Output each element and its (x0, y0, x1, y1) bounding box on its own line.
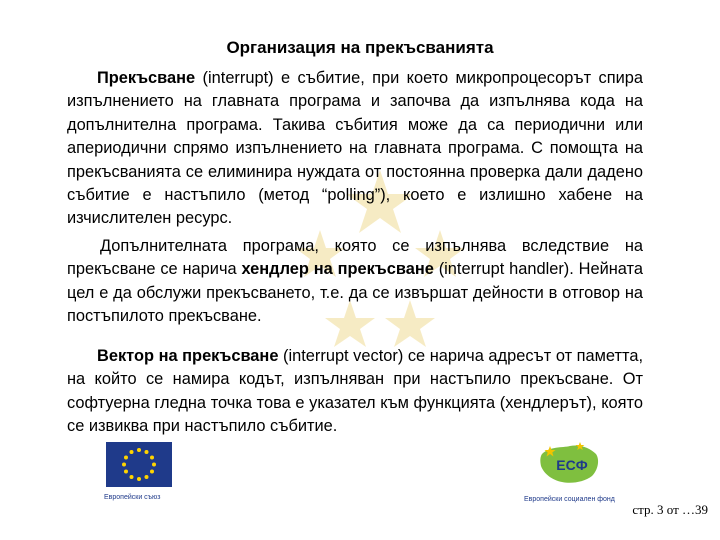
paragraph-interrupt-vector (67, 345, 643, 439)
page-number: стр. 3 от …39 (632, 502, 708, 517)
esf-caption: Европейски социален фонд (524, 496, 615, 503)
page-title: Организация на прекъсванията (226, 38, 494, 57)
term-interrupt: Прекъсване (97, 69, 196, 87)
eu-caption: Европейски съюз (104, 494, 161, 501)
paragraph-vector-text: (interrupt vector) се нарича адресът от паметта, на който се намира кодът, изпълняван при настъпило прекъсване. От софтуерна гледна точка това е указател към функцията (хендлерът), която се извиква при настъпило събитие. (67, 347, 643, 436)
paragraph-handler-text-after: (interrupt handler). Нейната цел е да обслужи прекъсването, т.е. да се извършат дейности в отговор на постъпилото прекъсване. (67, 260, 643, 326)
paragraph-interrupt-text: (interrupt) е събитие, при което микропроцесорът спира изпълнението на главната програма и започва да изпълнява кода на допълнителна програма. Такива събития може да са периодични или апериодични спрямо изпълнението на главната програма. С помощта на прекъсванията се елиминира нуждата от постоянна проверка дали дадено събитие е настъпило (метод “polling”), което е излишно хабене на изчислителен ресурс. (67, 69, 643, 228)
esf-map-icon (536, 440, 602, 488)
esf-label: ЕСФ (556, 457, 588, 473)
eu-logo (106, 442, 178, 514)
eu-flag-icon (106, 442, 172, 487)
term-interrupt-vector: Вектор на прекъсване (97, 347, 279, 365)
esf-logo (524, 440, 614, 512)
paragraph-interrupt-handler (67, 235, 643, 329)
term-interrupt-handler: хендлер на прекъсване (241, 260, 434, 279)
paragraph-handler-text-before: Допълнителната програма, която се изпълнява вследствие на прекъсване се нарича (67, 237, 643, 279)
paragraph-interrupt-definition (67, 67, 643, 231)
